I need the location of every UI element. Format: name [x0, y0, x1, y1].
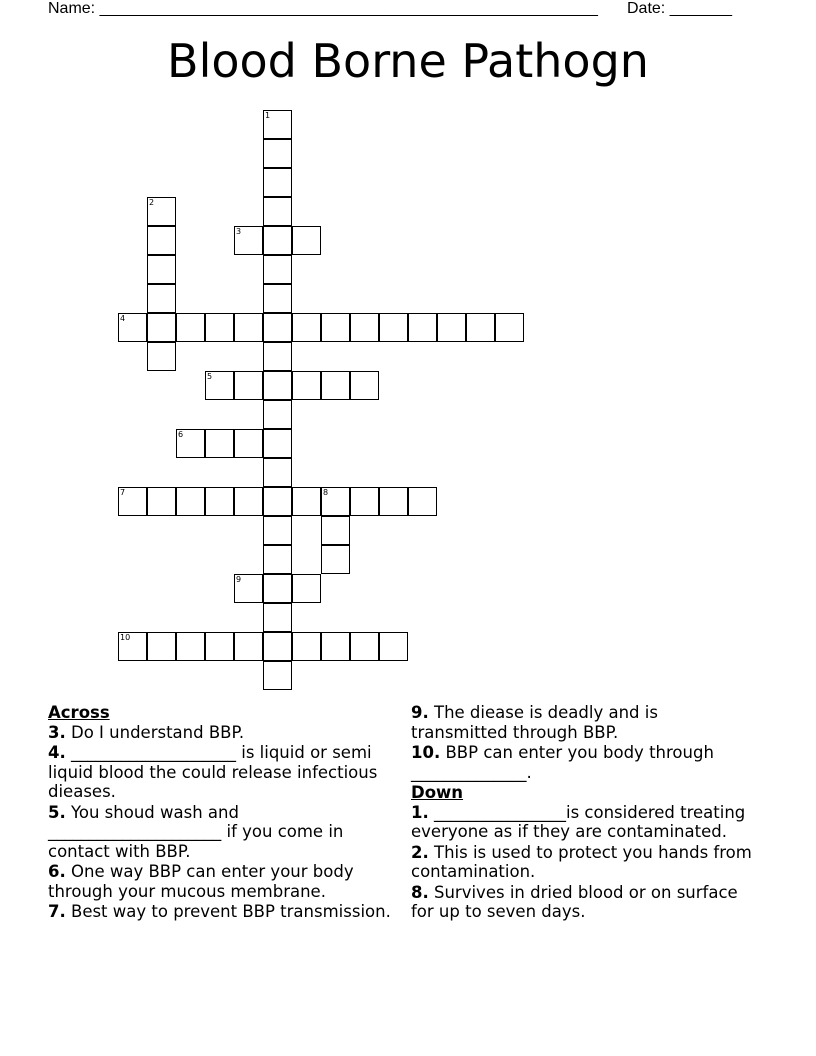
grid-cell[interactable] [263, 371, 292, 400]
grid-cell[interactable] [263, 487, 292, 516]
clue-across-9: 9. The diease is deadly and is transmitted through BBP. [411, 703, 658, 742]
clue-number: 5 [207, 372, 213, 381]
clue-across-4: 4. ____________________ is liquid or semi liquid blood the could release infectious dieases. [48, 743, 378, 801]
grid-cell[interactable] [379, 632, 408, 661]
grid-cell[interactable] [321, 487, 350, 516]
grid-cell[interactable] [263, 400, 292, 429]
across-heading: Across [48, 703, 110, 722]
grid-cell[interactable] [379, 487, 408, 516]
grid-cell[interactable] [263, 458, 292, 487]
grid-cell[interactable] [263, 255, 292, 284]
grid-cell[interactable] [147, 197, 176, 226]
grid-cell[interactable] [234, 487, 263, 516]
grid-cell[interactable] [437, 313, 466, 342]
grid-cell[interactable] [292, 632, 321, 661]
grid-cell[interactable] [118, 313, 147, 342]
clue-number: 9 [236, 575, 242, 584]
grid-cell[interactable] [176, 632, 205, 661]
grid-cell[interactable] [234, 313, 263, 342]
clue-number: 8 [323, 488, 329, 497]
grid-cell[interactable] [379, 313, 408, 342]
grid-cell[interactable] [263, 429, 292, 458]
grid-cell[interactable] [205, 313, 234, 342]
clue-across-7: 7. Best way to prevent BBP transmission. [48, 902, 391, 921]
clue-down-2: 2. This is used to protect you hands from contamination. [411, 842, 752, 881]
grid-cell[interactable] [147, 284, 176, 313]
grid-cell[interactable] [321, 313, 350, 342]
grid-cell[interactable] [263, 603, 292, 632]
grid-cell[interactable] [176, 313, 205, 342]
grid-cell[interactable] [263, 313, 292, 342]
grid-cell[interactable] [263, 661, 292, 690]
grid-cell[interactable] [234, 226, 263, 255]
clue-across-10: 10. BBP can enter you body through ______________. [411, 743, 714, 782]
grid-cell[interactable] [292, 574, 321, 603]
grid-cell[interactable] [147, 632, 176, 661]
grid-cell[interactable] [321, 371, 350, 400]
grid-cell[interactable] [408, 487, 437, 516]
grid-cell[interactable] [466, 313, 495, 342]
grid-cell[interactable] [147, 487, 176, 516]
grid-cell[interactable] [263, 516, 292, 545]
clue-down-8: 8. Survives in dried blood or on surface for up to seven days. [411, 882, 738, 921]
grid-cell[interactable] [495, 313, 524, 342]
clue-down-1: 1. ________________is considered treating everyone as if they are contaminated. [411, 802, 746, 841]
grid-cell[interactable] [234, 429, 263, 458]
grid-cell[interactable] [263, 632, 292, 661]
date-field: Date: _______ [627, 0, 732, 17]
grid-cell[interactable] [234, 371, 263, 400]
grid-cell[interactable] [205, 371, 234, 400]
grid-cell[interactable] [263, 545, 292, 574]
grid-cell[interactable] [147, 255, 176, 284]
clues-left-column [48, 703, 393, 923]
grid-cell[interactable] [321, 632, 350, 661]
grid-cell[interactable] [350, 371, 379, 400]
grid-cell[interactable] [263, 139, 292, 168]
grid-cell[interactable] [147, 313, 176, 342]
clue-number: 10 [120, 633, 131, 642]
grid-cell[interactable] [292, 487, 321, 516]
grid-cell[interactable] [263, 284, 292, 313]
grid-cell[interactable] [234, 632, 263, 661]
grid-cell[interactable] [205, 429, 234, 458]
grid-cell[interactable] [205, 632, 234, 661]
clue-across-6: 6. One way BBP can enter your body through your mucous membrane. [48, 862, 354, 901]
grid-cell[interactable] [176, 429, 205, 458]
clue-number: 3 [236, 227, 242, 236]
grid-cell[interactable] [292, 226, 321, 255]
grid-cell[interactable] [350, 487, 379, 516]
grid-cell[interactable] [350, 313, 379, 342]
grid-cell[interactable] [263, 197, 292, 226]
grid-cell[interactable] [118, 487, 147, 516]
grid-cell[interactable] [118, 632, 147, 661]
grid-cell[interactable] [321, 545, 350, 574]
grid-cell[interactable] [292, 371, 321, 400]
grid-cell[interactable] [147, 226, 176, 255]
clue-number: 4 [120, 314, 126, 323]
grid-cell[interactable] [321, 516, 350, 545]
clue-number: 7 [120, 488, 126, 497]
clues-right-column [411, 703, 756, 923]
grid-cell[interactable] [263, 342, 292, 371]
grid-cell[interactable] [176, 487, 205, 516]
grid-cell[interactable] [234, 574, 263, 603]
page-title: Blood Borne Pathogn [167, 34, 649, 88]
clue-number: 1 [265, 111, 271, 120]
grid-cell[interactable] [205, 487, 234, 516]
grid-cell[interactable] [350, 632, 379, 661]
grid-cell[interactable] [408, 313, 437, 342]
name-field: Name: ________________________________________________________ [48, 0, 598, 17]
grid-cell[interactable] [263, 226, 292, 255]
clue-across-5: 5. You shoud wash and _____________________ if you come in contact with BBP. [48, 802, 344, 861]
grid-cell[interactable] [263, 574, 292, 603]
grid-cell[interactable] [263, 110, 292, 139]
clue-across-3: 3. Do I understand BBP. [48, 722, 245, 742]
grid-cell[interactable] [263, 168, 292, 197]
clue-number: 2 [149, 198, 155, 207]
grid-cell[interactable] [292, 313, 321, 342]
down-heading: Down [411, 783, 464, 802]
clue-number: 6 [178, 430, 184, 439]
grid-cell[interactable] [147, 342, 176, 371]
